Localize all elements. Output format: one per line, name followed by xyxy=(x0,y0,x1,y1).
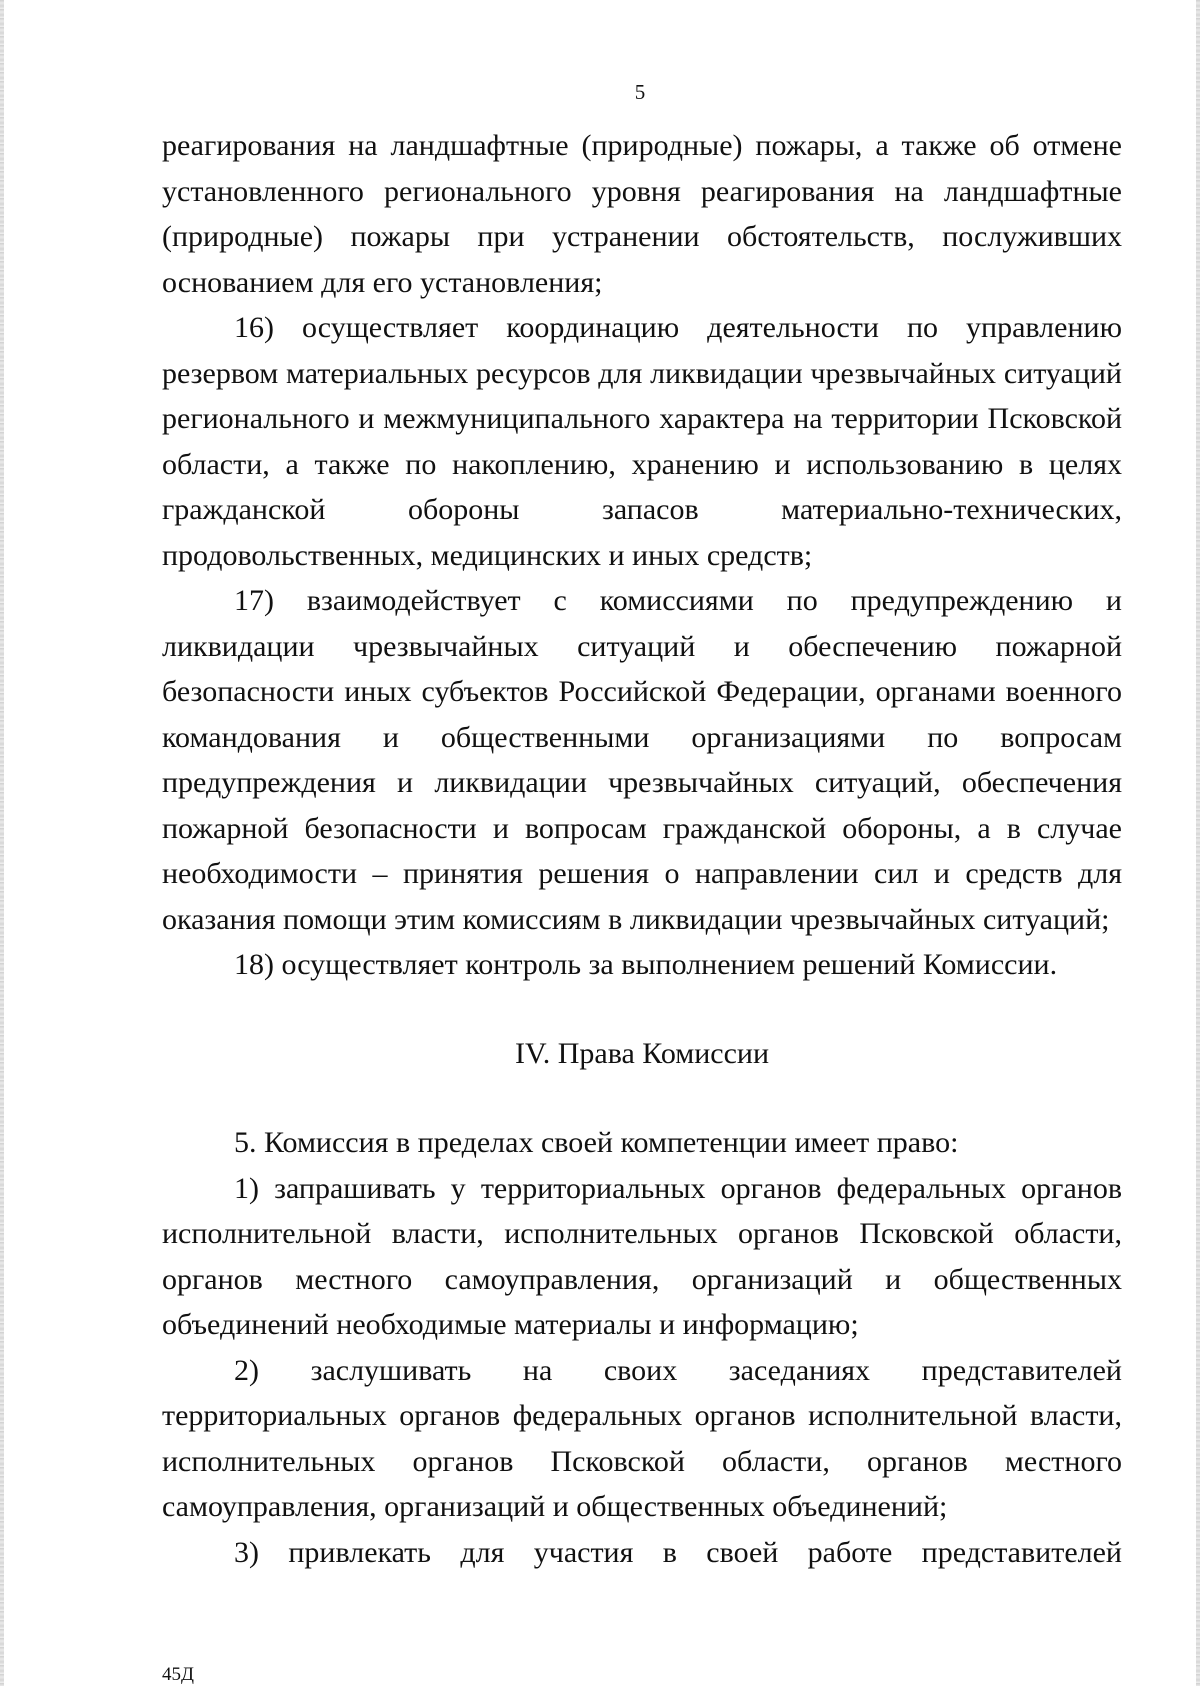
page-number: 5 xyxy=(634,80,646,104)
paragraph-right-3: 3) привлекать для участия в своей работе представителей xyxy=(234,1535,1122,1569)
paragraph-section-5: 5. Комиссия в пределах своей компетенции имеет право: xyxy=(234,1126,959,1159)
paragraph-item-18: 18) осуществляет контроль за выполнением решений Комиссии. xyxy=(234,948,1058,981)
paragraph-item-15-continuation: реагирования на ландшафтные (природные) пожары, а также об отмене установленного регионального уровня реагирования на ландшафтные (природные) пожары при устранении обстоятельств, послуживших основанием для его установления; xyxy=(162,129,1122,299)
scan-edge-left xyxy=(0,0,4,1686)
paragraph-right-2: 2) заслушивать на своих заседаниях представителей территориальных органов федеральных органов исполнительной власти, исполнительных органов Псковской области, органов местного самоуправления, организаций и общественных объединений; xyxy=(162,1353,1122,1523)
footer-document-code: 45Д xyxy=(162,1664,194,1685)
document-body xyxy=(162,123,1122,1575)
paragraph-item-17: 17) взаимодействует с комиссиями по предупреждению и ликвидации чрезвычайных ситуаций и обеспечению пожарной безопасности иных субъектов Российской Федерации, органами военного командования и общественными организациями по вопросам предупреждения и ликвидации чрезвычайных ситуаций, обеспечения пожарной безопасности и вопросам гражданской обороны, а в случае необходимости – принятия решения о направлении сил и средств для оказания помощи этим комиссиям в ликвидации чрезвычайных ситуаций; xyxy=(162,584,1122,936)
scan-edge-right xyxy=(1196,0,1200,1686)
section-heading: IV. Права Комиссии xyxy=(514,1036,770,1070)
section-heading-block xyxy=(162,988,1122,1121)
paragraph-right-1: 1) запрашивать у территориальных органов федеральных органов исполнительной власти, исполнительных органов Псковской области, органов местного самоуправления, организаций и общественных объединений необходимые материалы и информацию; xyxy=(162,1171,1122,1341)
paragraph-item-16: 16) осуществляет координацию деятельности по управлению резервом материальных ресурсов для ликвидации чрезвычайных ситуаций регионального и межмуниципального характера на территории Псковской области, а также по накоплению, хранению и использованию в целях гражданской обороны запасов материально-технических, продовольственных, медицинских и иных средств; xyxy=(162,311,1122,572)
